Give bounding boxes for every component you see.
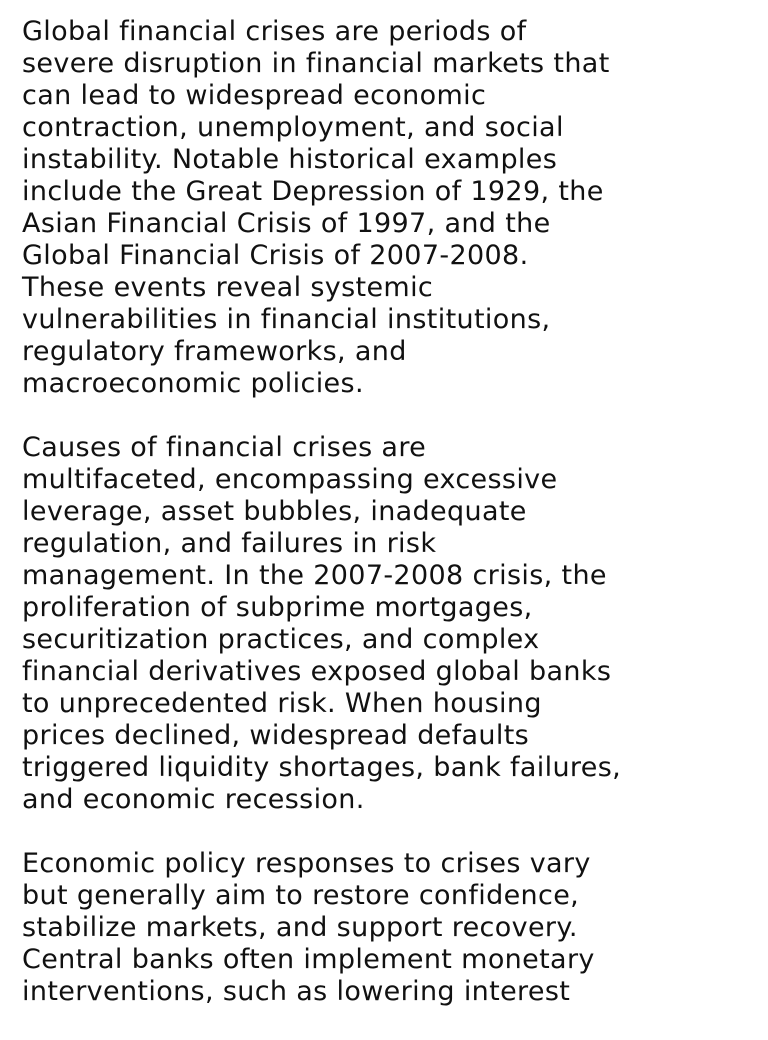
text-line: instability. Notable historical examples — [22, 144, 558, 175]
text-line: vulnerabilities in financial institutions, — [22, 304, 551, 335]
text-line: These events reveal systemic — [22, 272, 434, 303]
paragraph-causes — [22, 432, 762, 816]
text-line: regulatory frameworks, and — [22, 336, 407, 367]
text-line: Global financial crises are periods of — [22, 16, 527, 47]
paragraph-overview — [22, 16, 762, 400]
text-line: but generally aim to restore confidence, — [22, 880, 580, 911]
text-line: leverage, asset bubbles, inadequate — [22, 496, 527, 527]
paragraph-policy-responses — [22, 848, 762, 1008]
text-line: severe disruption in financial markets that — [22, 48, 610, 79]
text-line: interventions, such as lowering interest — [22, 976, 571, 1007]
text-line: contraction, unemployment, and social — [22, 112, 564, 143]
text-line: Central banks often implement monetary — [22, 944, 595, 975]
text-line: Causes of financial crises are — [22, 432, 427, 463]
text-line: management. In the 2007-2008 crisis, the — [22, 560, 607, 591]
text-line: stabilize markets, and support recovery. — [22, 912, 578, 943]
text-line: to unprecedented risk. When housing — [22, 688, 542, 719]
text-line: include the Great Depression of 1929, the — [22, 176, 604, 207]
text-line: Economic policy responses to crises vary — [22, 848, 591, 879]
document-body — [22, 16, 762, 1040]
text-line: multifaceted, encompassing excessive — [22, 464, 558, 495]
text-line: Global Financial Crisis of 2007-2008. — [22, 240, 529, 271]
text-line: financial derivatives exposed global banks — [22, 656, 612, 687]
text-line: triggered liquidity shortages, bank failures, — [22, 752, 622, 783]
text-line: macroeconomic policies. — [22, 368, 364, 399]
text-line: can lead to widespread economic — [22, 80, 487, 111]
text-line: prices declined, widespread defaults — [22, 720, 530, 751]
text-line: securitization practices, and complex — [22, 624, 540, 655]
text-line: regulation, and failures in risk — [22, 528, 437, 559]
text-line: and economic recession. — [22, 784, 365, 815]
text-line: Asian Financial Crisis of 1997, and the — [22, 208, 551, 239]
text-line: proliferation of subprime mortgages, — [22, 592, 533, 623]
